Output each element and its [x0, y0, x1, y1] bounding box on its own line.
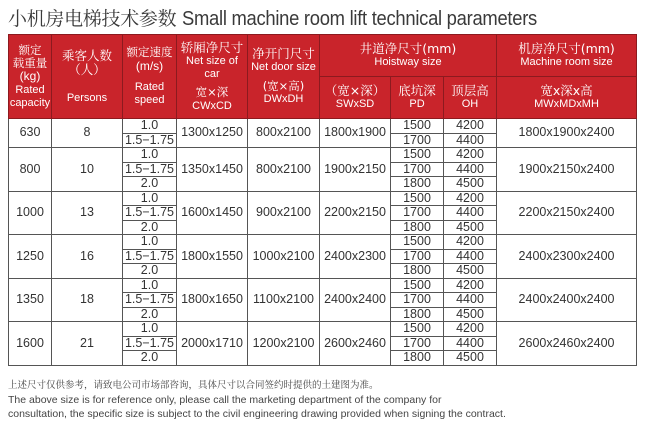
cell-speed: 2.0 [123, 220, 177, 235]
table-row [9, 235, 637, 250]
cell-capacity: 1000 [9, 191, 52, 235]
cell-oh: 4500 [444, 264, 497, 279]
cell-oh: 4200 [444, 148, 497, 163]
cell-door: 1000x2100 [248, 235, 320, 279]
cell-oh: 4500 [444, 220, 497, 235]
cell-pd: 1800 [391, 351, 444, 366]
cell-hoistway: 2400x2400 [320, 278, 391, 322]
header-capacity: 额定 载重量 (kg) Rated capacity [9, 35, 52, 119]
table-row [9, 322, 637, 337]
header-machine-room-dims: 宽x深x高 MWxMDxMH [497, 77, 637, 119]
title-zh: 小机房电梯技术参数 [8, 8, 177, 30]
cell-oh: 4400 [444, 293, 497, 308]
cell-pd: 1500 [391, 148, 444, 163]
header-hoistway: 井道净尺寸(mm) Hoistway size [320, 35, 497, 77]
cell-oh: 4400 [444, 336, 497, 351]
cell-persons: 8 [52, 119, 123, 148]
page-title [8, 4, 568, 31]
table-row [9, 119, 637, 134]
footnote-zh: 上述尺寸仅供参考，请致电公司市场部咨询，具体尺寸以合同签约时提供的土建图为准。 [8, 380, 379, 391]
cell-hoistway: 1800x1900 [320, 119, 391, 148]
cell-machine-room: 1900x2150x2400 [497, 148, 637, 192]
cell-oh: 4200 [444, 191, 497, 206]
cell-hoistway: 2400x2300 [320, 235, 391, 279]
cell-oh: 4500 [444, 177, 497, 192]
cell-pd: 1500 [391, 278, 444, 293]
cell-machine-room: 2600x2460x2400 [497, 322, 637, 366]
cell-door: 1200x2100 [248, 322, 320, 366]
cell-speed: 1.0 [123, 235, 177, 250]
footnote-en-line2: consultation, the specific size is subject to the civil engineering drawing provided when signing the contract. [8, 408, 506, 420]
cell-speed: 1.5−1.75 [123, 249, 177, 264]
cell-pd: 1700 [391, 249, 444, 264]
cell-oh: 4500 [444, 307, 497, 322]
cell-speed: 2.0 [123, 307, 177, 322]
cell-door: 900x2100 [248, 191, 320, 235]
cell-oh: 4200 [444, 235, 497, 250]
cell-oh: 4400 [444, 249, 497, 264]
cell-persons: 16 [52, 235, 123, 279]
cell-pd: 1800 [391, 307, 444, 322]
cell-pd: 1500 [391, 119, 444, 134]
cell-pd: 1500 [391, 191, 444, 206]
cell-speed: 1.0 [123, 148, 177, 163]
footnote-en-line1: The above size is for reference only, please call the marketing department of the company for [8, 394, 442, 406]
cell-pd: 1700 [391, 133, 444, 148]
table-row [9, 191, 637, 206]
cell-machine-room: 2400x2400x2400 [497, 278, 637, 322]
cell-car: 1800x1650 [177, 278, 248, 322]
cell-hoistway: 2200x2150 [320, 191, 391, 235]
cell-oh: 4400 [444, 206, 497, 221]
cell-hoistway: 2600x2460 [320, 322, 391, 366]
cell-speed: 1.5−1.75 [123, 162, 177, 177]
cell-car: 1350x1450 [177, 148, 248, 192]
cell-car: 1600x1450 [177, 191, 248, 235]
header-hoistway-pd: 底坑深 PD [391, 77, 444, 119]
header-hoistway-swsd: （宽×深） SWxSD [320, 77, 391, 119]
cell-oh: 4400 [444, 133, 497, 148]
cell-door: 800x2100 [248, 119, 320, 148]
cell-machine-room: 1800x1900x2400 [497, 119, 637, 148]
cell-persons: 21 [52, 322, 123, 366]
cell-pd: 1700 [391, 206, 444, 221]
cell-oh: 4200 [444, 322, 497, 337]
cell-pd: 1700 [391, 336, 444, 351]
cell-speed: 1.5−1.75 [123, 293, 177, 308]
cell-car: 1800x1550 [177, 235, 248, 279]
cell-oh: 4200 [444, 119, 497, 134]
cell-speed: 1.0 [123, 322, 177, 337]
cell-pd: 1700 [391, 293, 444, 308]
cell-speed: 2.0 [123, 177, 177, 192]
header-door-size: 净开门尺寸 Net door size (宽×高) DWxDH [248, 35, 320, 119]
spec-table [8, 34, 637, 366]
header-car-size: 轿厢净尺寸 Net size of car 宽×深 CWxCD [177, 35, 248, 119]
cell-pd: 1800 [391, 264, 444, 279]
cell-car: 2000x1710 [177, 322, 248, 366]
cell-persons: 10 [52, 148, 123, 192]
cell-pd: 1800 [391, 177, 444, 192]
cell-persons: 13 [52, 191, 123, 235]
cell-pd: 1500 [391, 322, 444, 337]
cell-door: 1100x2100 [248, 278, 320, 322]
cell-speed: 2.0 [123, 351, 177, 366]
cell-speed: 1.0 [123, 191, 177, 206]
cell-oh: 4200 [444, 278, 497, 293]
cell-machine-room: 2200x2150x2400 [497, 191, 637, 235]
cell-capacity: 1600 [9, 322, 52, 366]
header-hoistway-oh: 顶层高 OH [444, 77, 497, 119]
cell-car: 1300x1250 [177, 119, 248, 148]
table-row [9, 278, 637, 293]
cell-pd: 1500 [391, 235, 444, 250]
cell-oh: 4500 [444, 351, 497, 366]
cell-machine-room: 2400x2300x2400 [497, 235, 637, 279]
cell-door: 800x2100 [248, 148, 320, 192]
title-en: Small machine room lift technical parameters [182, 8, 538, 30]
cell-hoistway: 1900x2150 [320, 148, 391, 192]
cell-capacity: 630 [9, 119, 52, 148]
cell-capacity: 800 [9, 148, 52, 192]
cell-pd: 1700 [391, 162, 444, 177]
header-speed: 额定速度 (m/s) Rated speed [123, 35, 177, 119]
cell-capacity: 1250 [9, 235, 52, 279]
cell-speed: 1.0 [123, 278, 177, 293]
cell-oh: 4400 [444, 162, 497, 177]
cell-speed: 1.0 [123, 119, 177, 134]
cell-pd: 1800 [391, 220, 444, 235]
cell-persons: 18 [52, 278, 123, 322]
footnote [8, 379, 638, 420]
header-persons: 乘客人数 （人） Persons [52, 35, 123, 119]
header-machine-room: 机房净尺寸(mm) Machine room size [497, 35, 637, 77]
table-row [9, 148, 637, 163]
cell-speed: 1.5−1.75 [123, 206, 177, 221]
cell-speed: 1.5−1.75 [123, 336, 177, 351]
cell-speed: 2.0 [123, 264, 177, 279]
cell-capacity: 1350 [9, 278, 52, 322]
cell-speed: 1.5−1.75 [123, 133, 177, 148]
